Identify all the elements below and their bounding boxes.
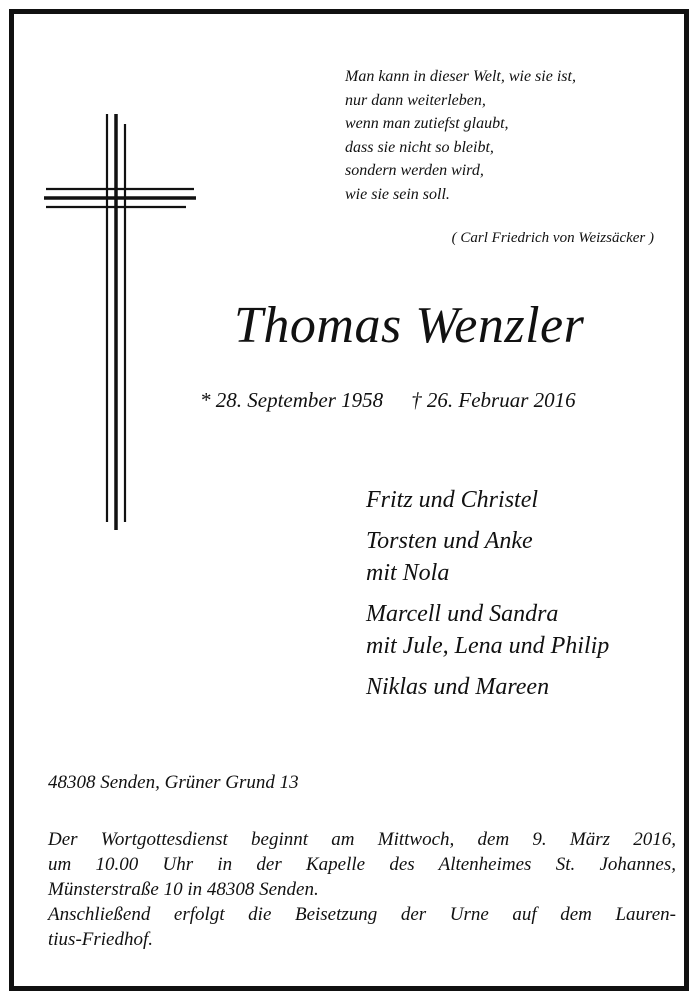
service-line: Anschließend erfolgt die Beisetzung der Urne auf dem Lauren-: [48, 904, 676, 925]
mourner-group: [366, 598, 609, 662]
quote-line: sondern werden wird,: [345, 162, 484, 179]
service-line: Münsterstraße 10 in 48308 Senden.: [48, 879, 319, 900]
quote-author: ( Carl Friedrich von Weizsäcker ): [451, 230, 654, 246]
cross-icon: [44, 114, 204, 534]
death-date: † 26. Februar 2016: [411, 388, 576, 412]
service-line: tius-Friedhof.: [48, 929, 154, 950]
mourner-line: Marcell und Sandra: [366, 601, 559, 627]
quote-line: wie sie sein soll.: [345, 185, 450, 203]
service-line: um 10.00 Uhr in der Kapelle des Altenheimes St. Johannes,: [48, 854, 676, 875]
mourner-line: Torsten und Anke: [366, 528, 533, 554]
obituary-frame: [9, 9, 689, 991]
mourner-group: [366, 671, 609, 703]
deceased-name: Thomas Wenzler: [234, 297, 585, 354]
mourner-line: Niklas und Mareen: [366, 674, 550, 700]
family-address: 48308 Senden, Grüner Grund 13: [48, 772, 299, 793]
quote-line: nur dann weiterleben,: [345, 91, 486, 109]
mourner-line: mit Nola: [366, 560, 450, 586]
mourner-group: [366, 484, 609, 516]
quote-line: Man kann in dieser Welt, wie sie ist,: [345, 68, 576, 85]
quote-line: wenn man zutiefst glaubt,: [345, 115, 509, 132]
mourner-group: [366, 525, 609, 589]
birth-date: * 28. September 1958: [200, 388, 384, 412]
mourner-line: mit Jule, Lena und Philip: [366, 633, 610, 659]
service-announcement: [48, 827, 676, 952]
mourners-list: [366, 484, 609, 712]
quote-line: dass sie nicht so bleibt,: [345, 138, 494, 156]
mourner-line: Fritz und Christel: [366, 487, 539, 513]
service-line: Der Wortgottesdienst beginnt am Mittwoch, dem 9. März 2016,: [48, 829, 676, 850]
life-dates: [200, 388, 576, 413]
quote: [345, 65, 576, 206]
